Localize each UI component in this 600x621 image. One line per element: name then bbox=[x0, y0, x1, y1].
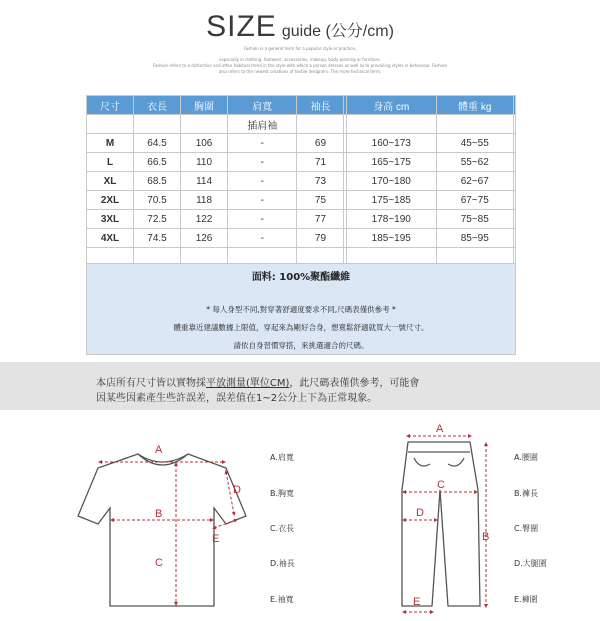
table-cell: - bbox=[228, 134, 297, 153]
col-size: 尺寸 bbox=[87, 96, 134, 115]
col-sleeve: 袖長 bbox=[297, 96, 344, 115]
table-cell: - bbox=[228, 172, 297, 191]
fine-print-3: Fashion refers to a distinctive and often habitual trend in the style with which a person dresses as well as to prevailing styles in behaviour. Fashion bbox=[152, 63, 448, 68]
table-cell: 45~55 bbox=[436, 134, 513, 153]
pants-marker-a: A bbox=[436, 423, 444, 435]
table-cell: 66.5 bbox=[134, 153, 181, 172]
table-cell: - bbox=[228, 229, 297, 248]
pants-legend-c: C.臀圍 bbox=[514, 524, 539, 533]
table-cell bbox=[513, 191, 515, 210]
table-cell: - bbox=[228, 153, 297, 172]
shirt-marker-d: D bbox=[233, 484, 241, 496]
table-cell: 72.5 bbox=[134, 210, 181, 229]
table-cell: 106 bbox=[181, 134, 228, 153]
col-chest: 胸圍 bbox=[181, 96, 228, 115]
table-cell: 73 bbox=[297, 172, 344, 191]
pants-marker-c: C bbox=[437, 479, 445, 491]
col-weight: 體重 kg bbox=[436, 96, 513, 115]
pants-legend-d: D.大腿圍 bbox=[514, 559, 547, 568]
table-cell: 55~62 bbox=[436, 153, 513, 172]
shirt-marker-a: A bbox=[155, 444, 163, 456]
col-shoulder: 肩寬 bbox=[228, 96, 297, 115]
table-cell: 3XL bbox=[87, 210, 134, 229]
table-row bbox=[87, 210, 516, 229]
pants-marker-e: E bbox=[413, 596, 421, 608]
title-sub: guide (公分/cm) bbox=[281, 23, 394, 40]
table-cell: 165~175 bbox=[346, 153, 436, 172]
table-cell: 69 bbox=[297, 134, 344, 153]
size-table bbox=[86, 95, 516, 267]
table-cell: 71 bbox=[297, 153, 344, 172]
table-row bbox=[87, 229, 516, 248]
table-cell: - bbox=[228, 191, 297, 210]
table-cell bbox=[513, 210, 515, 229]
col-height: 身高 cm bbox=[346, 96, 436, 115]
table-cell: 70.5 bbox=[134, 191, 181, 210]
table-subheader-row bbox=[87, 115, 516, 134]
table-cell bbox=[513, 172, 515, 191]
table-cell: 75~85 bbox=[436, 210, 513, 229]
shirt-legend-d: D.袖長 bbox=[270, 559, 295, 568]
table-cell: 75 bbox=[297, 191, 344, 210]
table-cell: 185~195 bbox=[346, 229, 436, 248]
material-text: 面料: 100%聚酯纖維 bbox=[251, 272, 351, 283]
pants-legend-b: B.褲長 bbox=[514, 489, 539, 498]
pants-legend-e: E.褲圍 bbox=[514, 595, 538, 604]
table-cell: - bbox=[228, 210, 297, 229]
shirt-marker-b: B bbox=[155, 508, 163, 520]
table-cell: 4XL bbox=[87, 229, 134, 248]
table-cell: 67~75 bbox=[436, 191, 513, 210]
table-cell: 79 bbox=[297, 229, 344, 248]
table-cell: 77 bbox=[297, 210, 344, 229]
pants-marker-d: D bbox=[416, 507, 424, 519]
note-line-1: * 每人身型不同,對穿著舒適度要求不同,尺碼表僅供參考 * bbox=[206, 305, 396, 314]
table-row bbox=[87, 172, 516, 191]
table-cell: 126 bbox=[181, 229, 228, 248]
table-row bbox=[87, 134, 516, 153]
notes-panel bbox=[86, 263, 516, 355]
shirt-legend-a: A.肩寬 bbox=[270, 453, 294, 462]
note-line-2: 體重靠近建議數據上限值，穿起來為剛好合身，想寬鬆舒適就買大一號尺寸。 bbox=[173, 323, 429, 332]
pants-marker-b: B bbox=[482, 531, 490, 543]
disclaimer-line-2: 因某些因素產生些許誤差，誤差值在1~2公分上下為正常現象。 bbox=[96, 393, 378, 404]
table-cell bbox=[513, 229, 515, 248]
table-cell: L bbox=[87, 153, 134, 172]
table-cell: 74.5 bbox=[134, 229, 181, 248]
table-cell: 110 bbox=[181, 153, 228, 172]
table-cell: 2XL bbox=[87, 191, 134, 210]
col-blank-2 bbox=[513, 96, 515, 115]
table-cell: 178~190 bbox=[346, 210, 436, 229]
pants-legend-a: A.腰圍 bbox=[514, 453, 538, 462]
measurement-diagrams bbox=[0, 420, 600, 621]
table-cell: 175~185 bbox=[346, 191, 436, 210]
title-main: SIZE bbox=[206, 10, 277, 43]
table-cell: 68.5 bbox=[134, 172, 181, 191]
table-cell: 160~173 bbox=[346, 134, 436, 153]
note-line-3: 請依自身習慣穿搭，來挑選適合的尺碼。 bbox=[233, 341, 369, 350]
pants-diagram bbox=[402, 442, 480, 606]
raglan-label: 插肩袖 bbox=[228, 115, 297, 134]
table-header-row bbox=[87, 96, 516, 115]
table-cell: 118 bbox=[181, 191, 228, 210]
disclaimer-line-1: 本店所有尺寸皆以實物採平放測量(單位CM)，此尺碼表僅供參考，可能會 bbox=[96, 378, 420, 389]
table-cell: 64.5 bbox=[134, 134, 181, 153]
page-title bbox=[0, 10, 600, 44]
shirt-legend-c: C.衣長 bbox=[270, 524, 295, 533]
col-length: 衣長 bbox=[134, 96, 181, 115]
table-cell: 114 bbox=[181, 172, 228, 191]
table-row bbox=[87, 153, 516, 172]
shirt-marker-c: C bbox=[155, 557, 163, 569]
tshirt-diagram bbox=[78, 454, 246, 606]
fine-print-1: Fashion is a general term for a popular style or practice, bbox=[243, 46, 357, 51]
shirt-marker-e: E bbox=[212, 533, 220, 545]
table-cell bbox=[513, 153, 515, 172]
table-cell bbox=[513, 134, 515, 153]
fine-print-2: especially in clothing, footwear, accessories, makeup, body piercing or furniture. bbox=[219, 57, 381, 62]
table-row bbox=[87, 191, 516, 210]
table-cell: M bbox=[87, 134, 134, 153]
table-cell: 85~95 bbox=[436, 229, 513, 248]
table-cell: XL bbox=[87, 172, 134, 191]
shirt-legend-b: B.胸寬 bbox=[270, 489, 295, 498]
table-cell: 170~180 bbox=[346, 172, 436, 191]
fine-print-4: also refers to the newest creations of textile designers. The more technical term, bbox=[218, 69, 382, 74]
disclaimer-box bbox=[0, 362, 600, 410]
table-cell: 122 bbox=[181, 210, 228, 229]
shirt-legend-e: E.袖寬 bbox=[270, 595, 294, 604]
table-cell: 62~67 bbox=[436, 172, 513, 191]
